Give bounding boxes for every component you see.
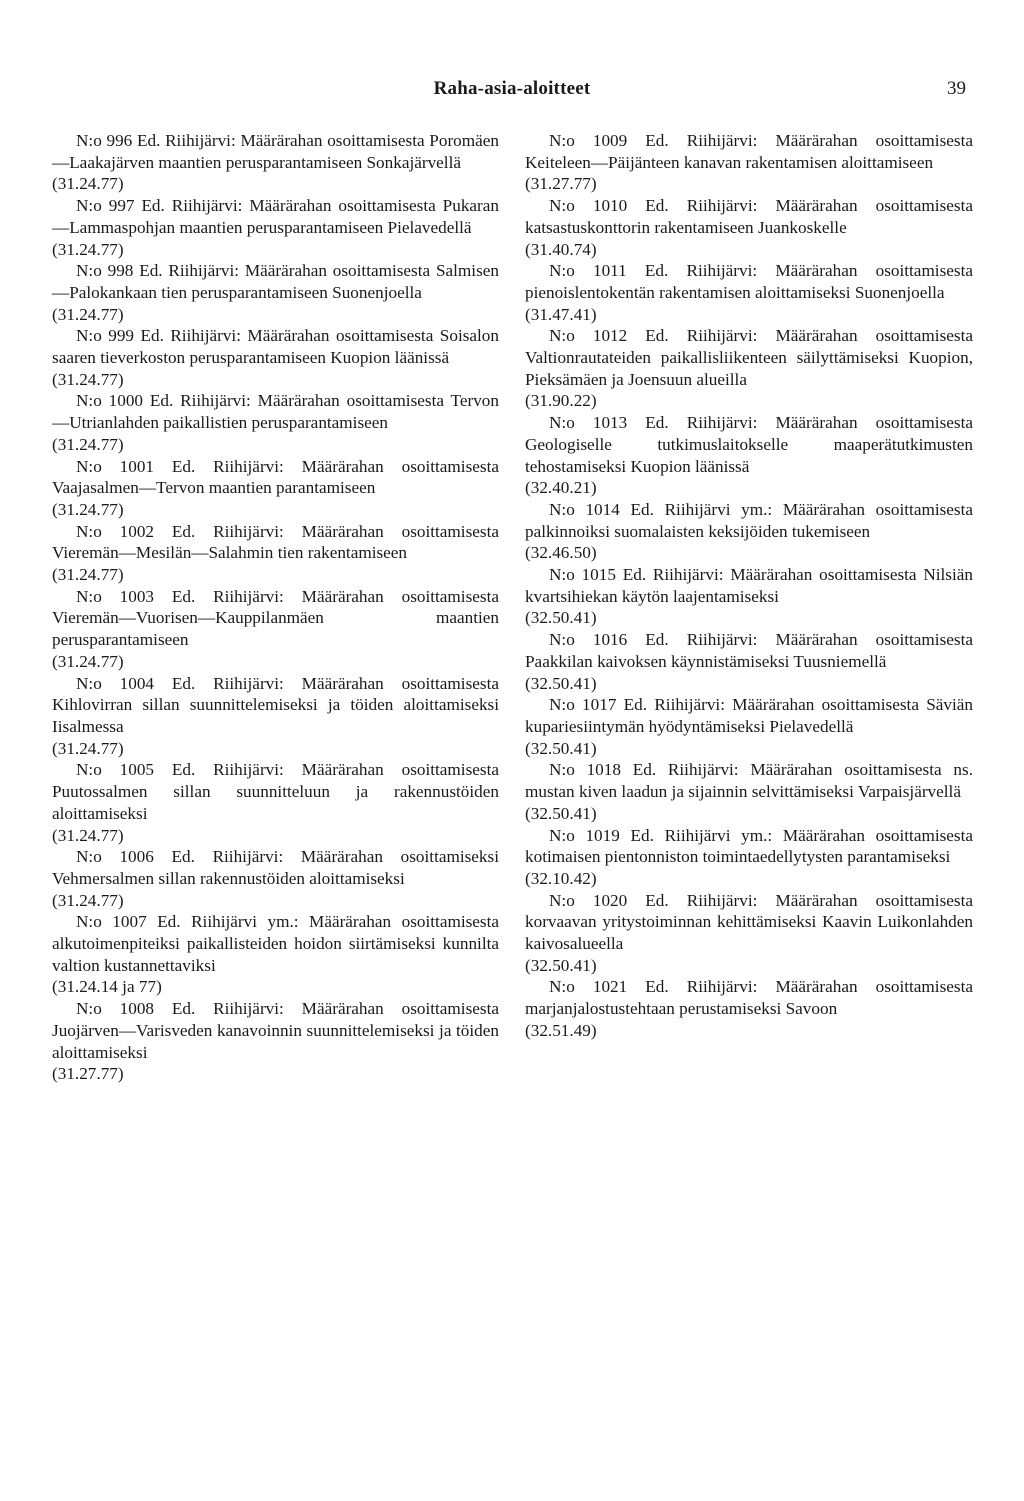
motion-text: N:o 1010 Ed. Riihijärvi: Määrärahan osoittamisesta katsastuskonttorin rakentamiseen Juankoskelle [525, 196, 973, 237]
motion-entry [525, 629, 973, 694]
motion-entry [52, 325, 499, 390]
page-header [0, 78, 1024, 108]
motion-entry [52, 260, 499, 325]
motion-text: N:o 1007 Ed. Riihijärvi ym.: Määrärahan osoittamisesta alkutoimenpiteiksi paikallisteiden hoidon siirtämiseksi kunnilta valtion kustannettaviksi [52, 912, 499, 975]
motion-entry [525, 195, 973, 260]
motion-reference: (32.40.21) [525, 478, 597, 498]
motion-reference: (31.24.77) [52, 499, 124, 519]
motion-reference: (31.24.77) [52, 174, 124, 194]
motion-text: N:o 1001 Ed. Riihijärvi: Määrärahan osoittamisesta Vaajasalmen—Tervon maantien parantamiseen [52, 456, 499, 498]
motion-reference: (32.50.41) [525, 955, 597, 975]
motion-text: N:o 1004 Ed. Riihijärvi: Määrärahan osoittamisesta Kihlovirran sillan suunnittelemiseksi ja töiden aloittamiseksi Iisalmessa [52, 673, 499, 736]
motion-entry [52, 998, 499, 1085]
motion-reference: (31.24.77) [52, 239, 124, 259]
motion-entry [525, 564, 973, 629]
motion-entry [52, 195, 499, 260]
motion-reference: (32.46.50) [525, 543, 597, 563]
motion-entry [525, 976, 973, 1041]
motion-text: N:o 1011 Ed. Riihijärvi: Määrärahan osoittamisesta pienoislentokentän rakentamisen aloittamiseksi Suonenjoella [525, 261, 973, 302]
motion-reference: (31.24.77) [52, 825, 124, 845]
motion-reference: (31.24.77) [52, 890, 124, 910]
motion-reference: (31.24.77) [52, 738, 124, 758]
motion-entry [525, 260, 973, 325]
motion-text: N:o 1000 Ed. Riihijärvi: Määrärahan osoittamisesta Tervon—Utrianlahden paikallistien perusparantamiseen [52, 391, 499, 433]
motion-entry [525, 759, 973, 824]
motion-entry [525, 130, 973, 195]
motion-entry [52, 673, 499, 760]
motion-text: N:o 998 Ed. Riihijärvi: Määrärahan osoittamisesta Salmisen—Palokankaan tien perusparantamiseen Suonenjoella [52, 261, 499, 302]
motion-text: N:o 1015 Ed. Riihijärvi: Määrärahan osoittamisesta Nilsiän kvartsihiekan käytön laajentamiseksi [525, 565, 973, 606]
motion-reference: (31.24.77) [52, 304, 124, 324]
motion-text: N:o 1012 Ed. Riihijärvi: Määrärahan osoittamisesta Valtionrautateiden paikallisliikenteen säilyttämiseksi Kuopion, Pieksämäen ja Joensuun alueilla [525, 326, 973, 389]
motion-text: N:o 1009 Ed. Riihijärvi: Määrärahan osoittamisesta Keiteleen—Päijänteen kanavan rakentamisen aloittamiseen [525, 131, 973, 172]
motion-text: N:o 1016 Ed. Riihijärvi: Määrärahan osoittamisesta Paakkilan kaivoksen käynnistämiseksi Tuusniemellä [525, 630, 973, 671]
motion-text: N:o 1021 Ed. Riihijärvi: Määrärahan osoittamisesta marjanjalostustehtaan perustamiseksi Savoon [525, 977, 973, 1019]
motion-reference: (31.24.14 ja 77) [52, 977, 162, 997]
motion-reference: (31.24.77) [52, 565, 124, 585]
motion-text: N:o 1017 Ed. Riihijärvi: Määrärahan osoittamisesta Säviän kupariesiintymän hyödyntämiseksi Pielavedellä [525, 695, 973, 736]
page-number: 39 [947, 78, 966, 99]
motion-text: N:o 1002 Ed. Riihijärvi: Määrärahan osoittamisesta Vieremän—Mesilän—Salahmin tien rakentamiseen [52, 521, 499, 563]
motion-reference: (32.50.41) [525, 803, 597, 823]
motion-reference: (31.47.41) [525, 304, 597, 324]
motion-entry [525, 325, 973, 412]
motion-entry [52, 130, 499, 195]
motion-entry [52, 390, 499, 455]
right-column [525, 130, 973, 1042]
running-title: Raha-asia-aloitteet [433, 78, 591, 99]
motion-text: N:o 999 Ed. Riihijärvi: Määrärahan osoittamisesta Soisalon saaren tieverkoston perusparantamiseen Kuopion läänissä [52, 326, 499, 368]
motion-entry [525, 412, 973, 499]
motion-text: N:o 1018 Ed. Riihijärvi: Määrärahan osoittamisesta ns. mustan kiven laadun ja sijainnin selvittämiseksi Varpaisjärvellä [525, 760, 973, 802]
motion-entry [525, 499, 973, 564]
motion-entry [525, 825, 973, 890]
motion-text: N:o 1019 Ed. Riihijärvi ym.: Määrärahan osoittamisesta kotimaisen pientonniston toimintaedellytysten parantamiseksi [525, 825, 973, 867]
motion-reference: (32.51.49) [525, 1020, 597, 1040]
motion-reference: (32.50.41) [525, 673, 597, 693]
motion-reference: (31.24.77) [52, 369, 124, 389]
motion-text: N:o 1003 Ed. Riihijärvi: Määrärahan osoittamisesta Vieremän—Vuorisen—Kauppilanmäen maantien perusparantamiseen [52, 586, 499, 650]
motion-entry [52, 911, 499, 998]
motion-entry [52, 759, 499, 846]
motion-text: N:o 1005 Ed. Riihijärvi: Määrärahan osoittamisesta Puutossalmen sillan suunnitteluun ja rakennustöiden aloittamiseksi [52, 760, 499, 823]
motion-reference: (32.50.41) [525, 608, 597, 628]
motion-entry [52, 521, 499, 586]
motion-entry [525, 694, 973, 759]
motion-text: N:o 1020 Ed. Riihijärvi: Määrärahan osoittamisesta korvaavan yritystoiminnan kehittämiseksi Kaavin Luikonlahden kaivosalueella [525, 890, 973, 954]
motion-entry [52, 586, 499, 673]
motion-text: N:o 1008 Ed. Riihijärvi: Määrärahan osoittamisesta Juojärven—Varisveden kanavoinnin suunnittelemiseksi ja töiden aloittamiseksi [52, 999, 499, 1062]
motion-reference: (31.90.22) [525, 391, 597, 411]
motion-text: N:o 996 Ed. Riihijärvi: Määrärahan osoittamisesta Poromäen—Laakajärven maantien perusparantamiseen Sonkajärvellä [52, 131, 499, 172]
motion-entry [52, 846, 499, 911]
motion-reference: (32.50.41) [525, 738, 597, 758]
motion-text: N:o 1013 Ed. Riihijärvi: Määrärahan osoittamisesta Geologiselle tutkimuslaitokselle maaperätutkimusten tehostamiseksi Kuopion läänissä [525, 413, 973, 476]
motion-reference: (31.27.77) [525, 174, 597, 194]
left-column [52, 130, 499, 1085]
motion-reference: (31.40.74) [525, 239, 597, 259]
motion-reference: (32.10.42) [525, 868, 597, 888]
motion-entry [52, 456, 499, 521]
motion-text: N:o 997 Ed. Riihijärvi: Määrärahan osoittamisesta Pukaran—Lammaspohjan maantien perusparantamiseen Pielavedellä [52, 196, 499, 237]
motion-text: N:o 1006 Ed. Riihijärvi: Määrärahan osoittamiseksi Vehmersalmen sillan rakennustöiden aloittamiseksi [52, 847, 499, 888]
motion-reference: (31.24.77) [52, 434, 124, 454]
motion-text: N:o 1014 Ed. Riihijärvi ym.: Määrärahan osoittamisesta palkinnoiksi suomalaisten keksijöiden tukemiseen [525, 499, 973, 541]
motion-reference: (31.27.77) [52, 1064, 124, 1084]
motion-reference: (31.24.77) [52, 651, 124, 671]
motion-entry [525, 890, 973, 977]
